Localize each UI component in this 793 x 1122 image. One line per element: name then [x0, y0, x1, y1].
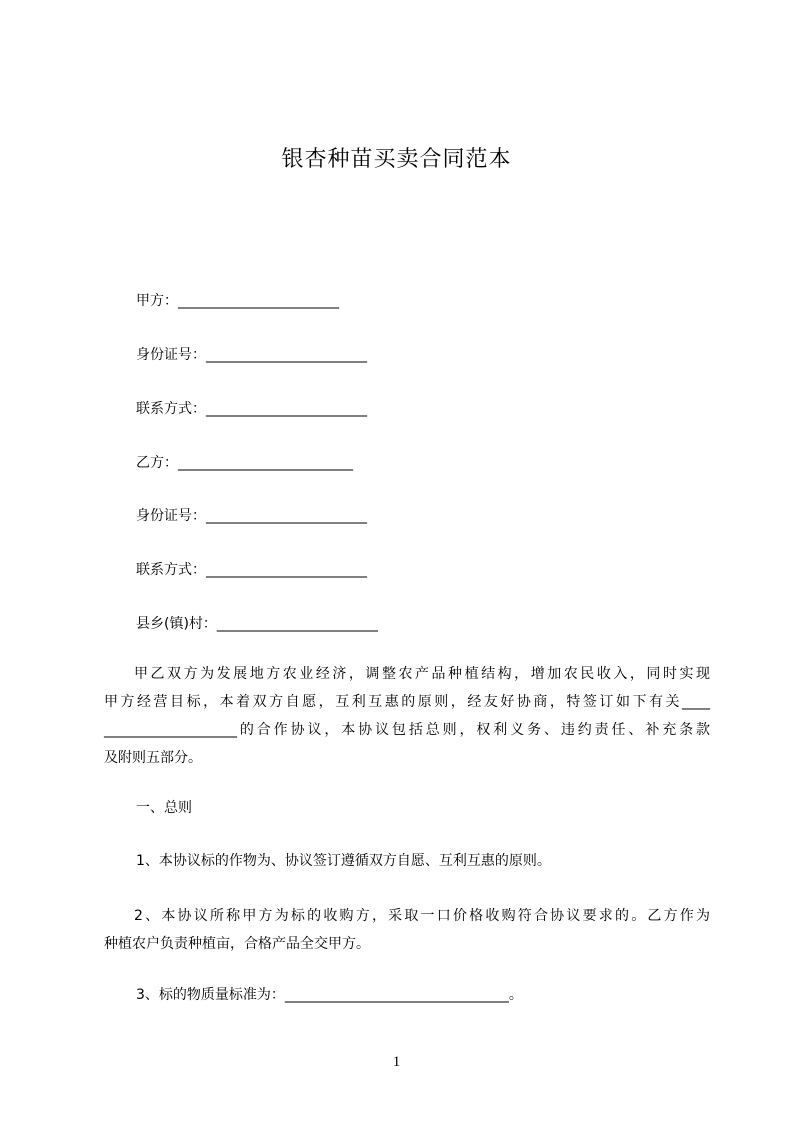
clause-2	[104, 902, 710, 958]
clause-2-line: 种植农户负责种植亩，合格产品全交甲方。	[104, 936, 370, 952]
village-field: 县乡(镇)村：_______________________	[136, 616, 378, 632]
document-title: 银杏种苗买卖合同范本	[281, 147, 512, 172]
party-b-contact-field: 联系方式：_______________________	[136, 562, 367, 578]
party-a-contact-field: 联系方式：_______________________	[136, 401, 367, 417]
intro-paragraph	[104, 660, 710, 772]
intro-line: ___________________的合作协议，本协议包括总则，权利义务、违约责任、补充条款	[104, 722, 710, 738]
intro-line: 甲乙双方为发展地方农业经济，调整农产品种植结构，增加农民收入，同时实现	[134, 666, 710, 682]
clause-1: 1、本协议标的作物为、协议签订遵循双方自愿、互利互惠的原则。	[136, 853, 551, 869]
page-number: 1	[392, 1054, 401, 1070]
intro-line: 及附则五部分。	[104, 750, 202, 766]
party-b-field: 乙方：_________________________	[136, 455, 353, 471]
intro-line: 甲方经营目标，本着双方自愿，互利互惠的原则，经友好协商，特签订如下有关____	[104, 694, 710, 710]
section-heading: 一、总则	[136, 800, 192, 816]
clause-2-line: 2、本协议所称甲方为标的收购方，采取一口价格收购符合协议要求的。乙方作为	[134, 908, 710, 924]
party-a-field: 甲方：_______________________	[136, 293, 339, 309]
party-b-id-field: 身份证号：_______________________	[136, 508, 367, 524]
party-a-id-field: 身份证号：_______________________	[136, 347, 367, 363]
clause-3: 3、标的物质量标准为：________________________________。	[136, 987, 523, 1003]
